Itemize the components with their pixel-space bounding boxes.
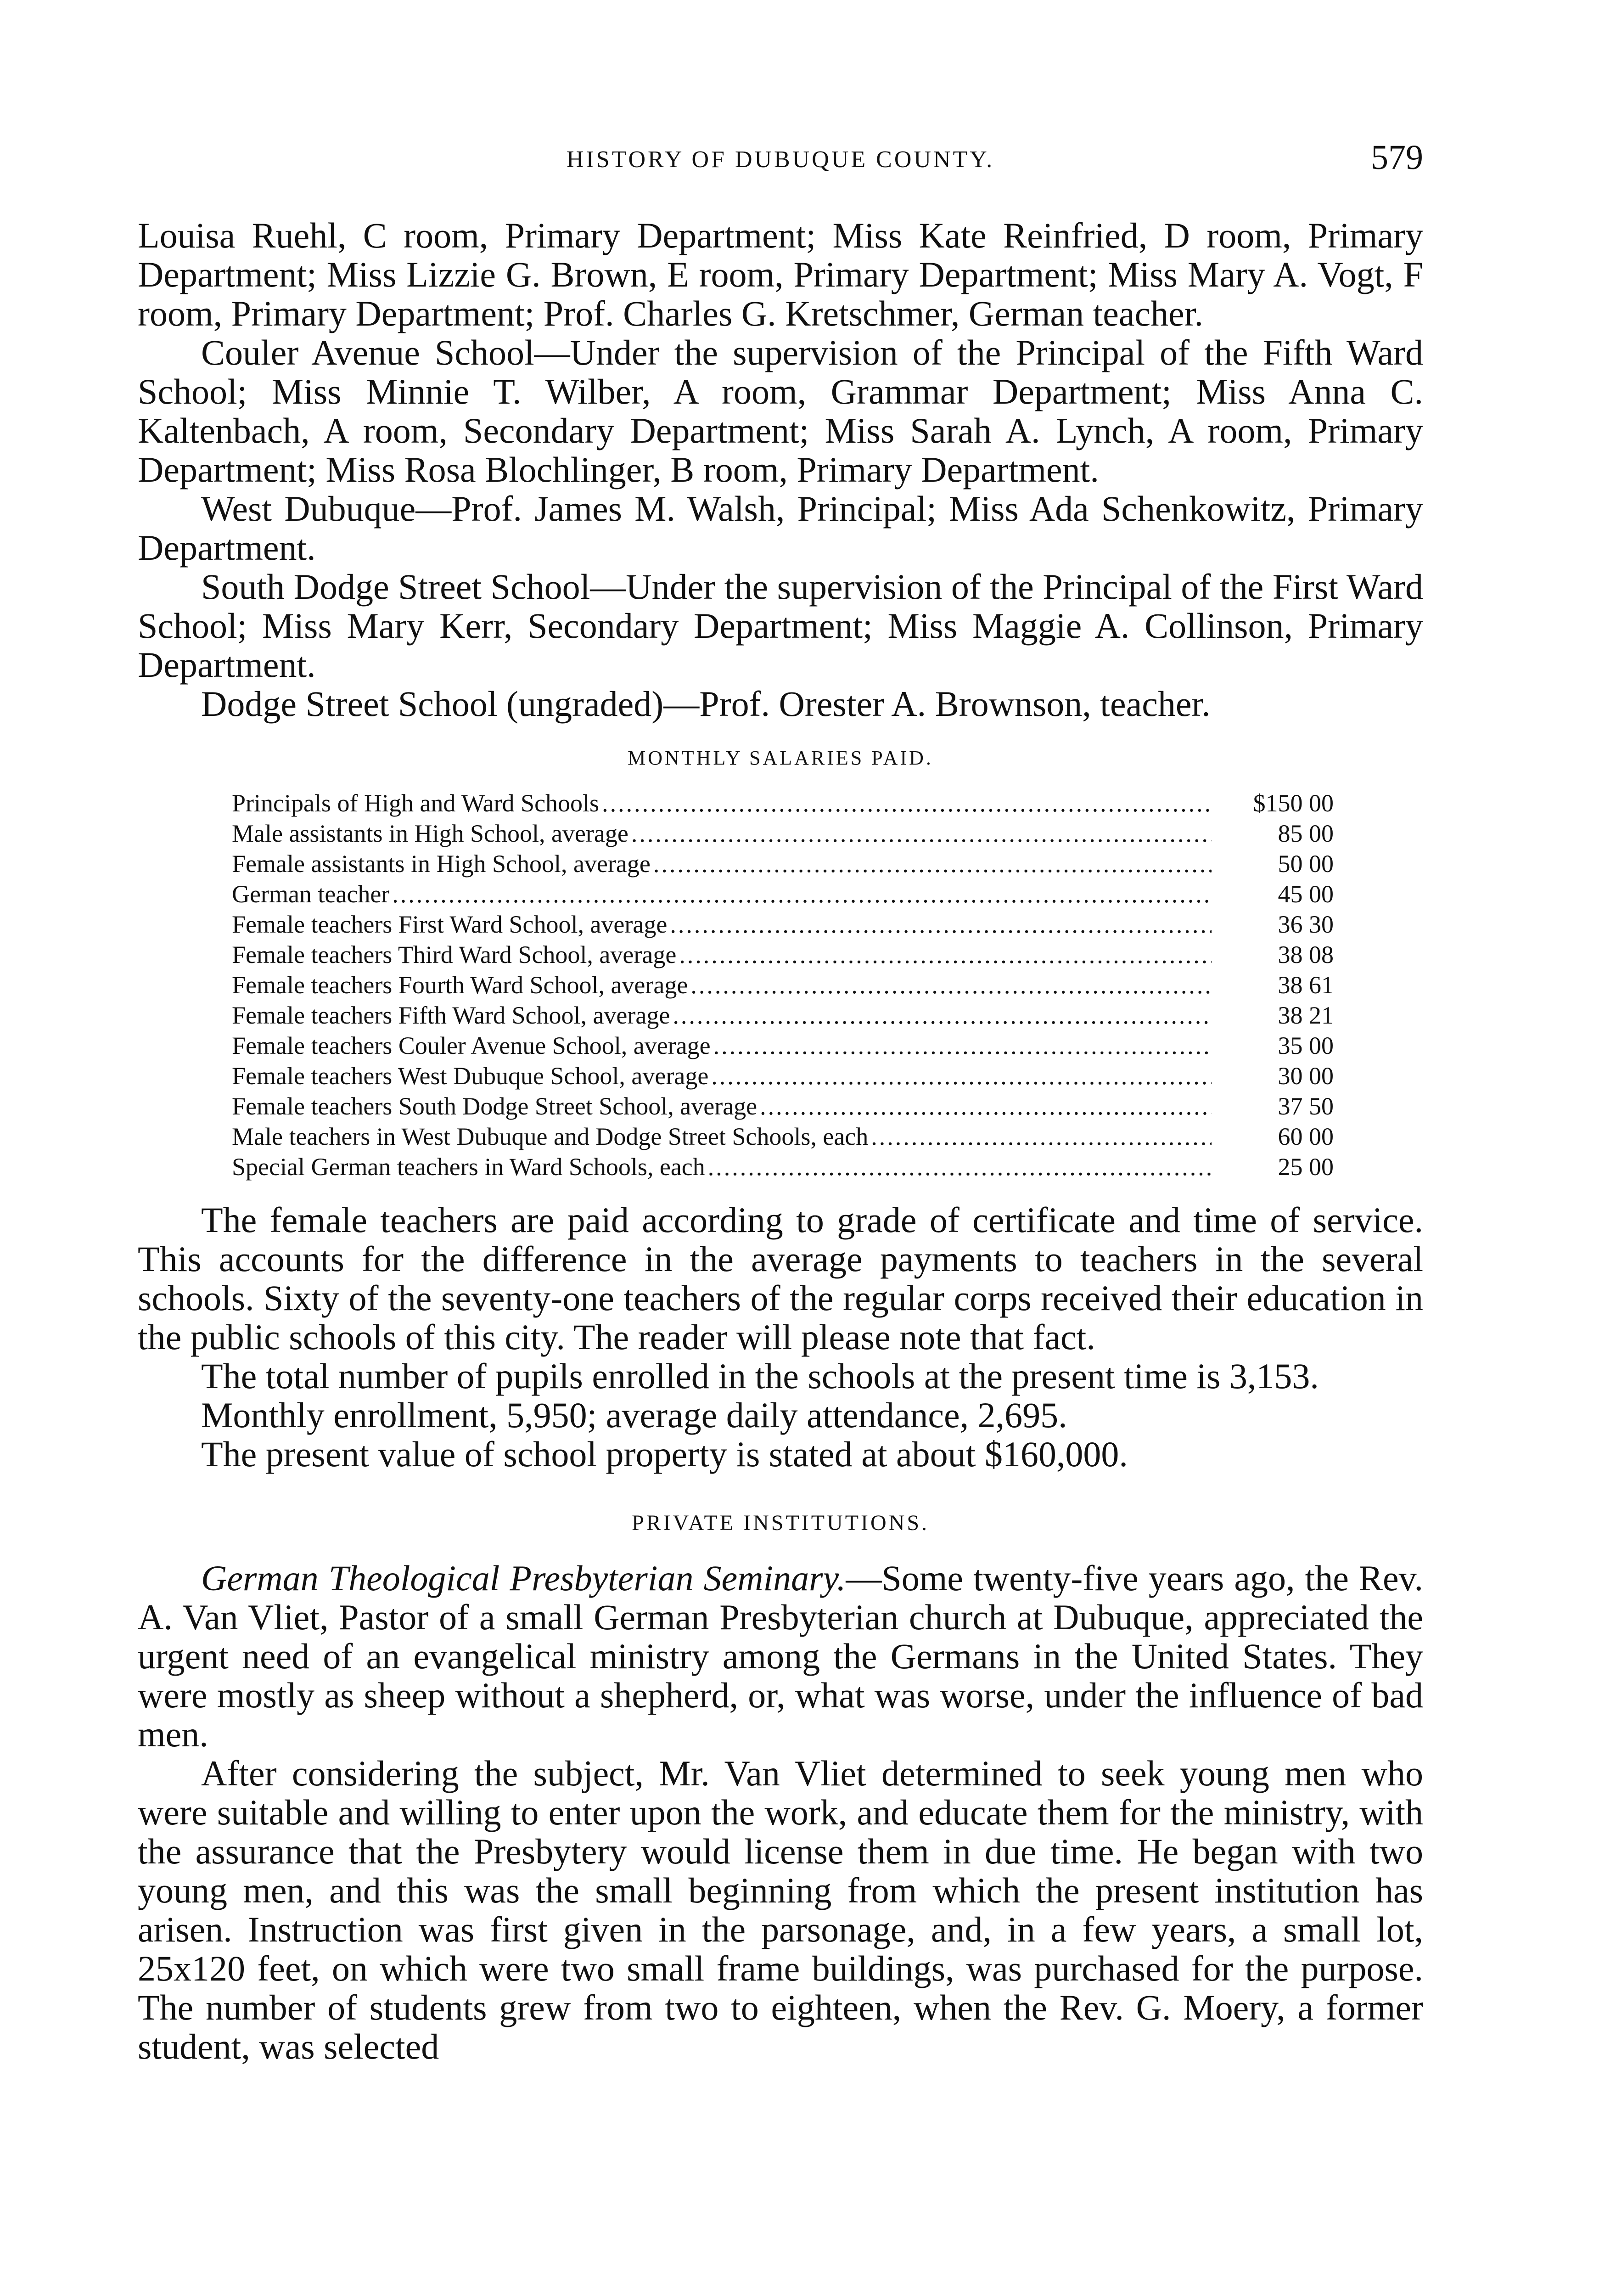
salary-row <box>232 818 1334 849</box>
salary-label: Female teachers South Dodge Street School, average <box>232 1092 758 1120</box>
salary-label: Female teachers West Dubuque School, average <box>232 1062 709 1090</box>
salary-amount: 36 30 <box>1278 911 1334 938</box>
salary-label: Principals of High and Ward Schools <box>232 789 600 817</box>
salary-row <box>232 879 1334 909</box>
salary-row <box>232 1061 1334 1091</box>
leader-dots <box>871 1121 1212 1152</box>
paragraph: Louisa Ruehl, C room, Primary Department; Miss Kate Reinfried, D room, Primary Department; Miss Lizzie G. Brown, E room, Primary Department; Miss Mary A. Vogt, F room, Primary Department; Prof. Charles G. Kretschmer, German teacher. <box>138 215 1423 333</box>
leader-dots <box>690 970 1212 1000</box>
salary-label: Female teachers Fifth Ward School, average <box>232 1002 670 1029</box>
running-header <box>138 138 1423 184</box>
salary-amount: 25 00 <box>1278 1153 1334 1181</box>
running-title: HISTORY OF DUBUQUE COUNTY. <box>566 146 995 173</box>
seminary-name: German Theological Presbyterian Seminary. <box>201 1558 846 1598</box>
salary-label: Special German teachers in Ward Schools, each <box>232 1153 705 1181</box>
salary-row <box>232 1030 1334 1061</box>
salary-label: Female assistants in High School, average <box>232 850 651 878</box>
salary-row <box>232 1091 1334 1121</box>
salary-amount: $150 00 <box>1253 789 1334 817</box>
salary-amount: 35 00 <box>1278 1032 1334 1059</box>
salary-row <box>232 849 1334 879</box>
paragraph: Couler Avenue School—Under the supervision of the Principal of the Fifth Ward School; Miss Minnie T. Wilber, A room, Grammar Department; Miss Anna C. Kaltenbach, A room, Secondary Department; Miss Sarah A. Lynch, A room, Primary Department; Miss Rosa Blochlinger, B room, Primary Department. <box>138 332 1423 490</box>
leader-dots <box>673 1000 1212 1030</box>
paragraph: West Dubuque—Prof. James M. Walsh, Principal; Miss Ada Schenkowitz, Primary Department. <box>138 489 1423 568</box>
leader-dots <box>653 849 1212 879</box>
leader-dots <box>713 1030 1212 1061</box>
salary-label: Female teachers Third Ward School, average <box>232 941 677 968</box>
salaries-caption: MONTHLY SALARIES PAID. <box>628 747 933 769</box>
salary-row <box>232 909 1334 940</box>
top-text <box>138 216 1423 723</box>
leader-dots <box>602 788 1212 818</box>
salary-row <box>232 940 1334 970</box>
salary-label: Male assistants in High School, average <box>232 820 628 847</box>
leader-dots <box>679 940 1212 970</box>
salary-amount: 38 08 <box>1278 941 1334 968</box>
page-number: 579 <box>1371 138 1423 177</box>
salary-label: German teacher <box>232 880 390 908</box>
paragraph: The female teachers are paid according to grade of certificate and time of service. This accounts for the difference in the average payments to teachers in the several schools. Sixty of the seventy-one teachers of the regular corps received their education in the public schools of this city. The reader will please note that fact. <box>138 1200 1423 1357</box>
salary-amount: 50 00 <box>1278 850 1334 878</box>
salary-label: Male teachers in West Dubuque and Dodge Street Schools, each <box>232 1123 869 1150</box>
leader-dots <box>631 818 1212 849</box>
salary-amount: 30 00 <box>1278 1062 1334 1090</box>
paragraph: Dodge Street School (ungraded)—Prof. Orester A. Brownson, teacher. <box>201 684 1211 724</box>
salary-amount: 60 00 <box>1278 1123 1334 1150</box>
leader-dots <box>670 909 1212 940</box>
salary-amount: 38 21 <box>1278 1002 1334 1029</box>
salary-label: Female teachers Fourth Ward School, average <box>232 971 688 999</box>
salary-label: Female teachers Couler Avenue School, average <box>232 1032 711 1059</box>
paragraph: The total number of pupils enrolled in the schools at the present time is 3,153. <box>201 1356 1319 1396</box>
paragraph: The present value of school property is stated at about $160,000. <box>201 1434 1128 1474</box>
salary-row <box>232 970 1334 1000</box>
private-institutions-heading: PRIVATE INSTITUTIONS. <box>631 1511 930 1535</box>
salary-row <box>232 788 1334 818</box>
paragraph: South Dodge Street School—Under the supervision of the Principal of the First Ward School; Miss Mary Kerr, Secondary Department; Miss Maggie A. Collinson, Primary Department. <box>138 567 1423 685</box>
salary-amount: 85 00 <box>1278 820 1334 847</box>
leader-dots <box>760 1091 1212 1121</box>
paragraph <box>138 1559 1423 1754</box>
salary-row <box>232 1000 1334 1030</box>
leader-dots <box>708 1152 1212 1182</box>
salary-label: Female teachers First Ward School, average <box>232 911 668 938</box>
paragraph: Monthly enrollment, 5,950; average daily attendance, 2,695. <box>201 1395 1067 1435</box>
paragraph: After considering the subject, Mr. Van Vliet determined to seek young men who were suitable and willing to enter upon the work, and educate them for the ministry, with the assurance that the Presbytery would license them in due time. He began with two young men, and this was the small beginning from which the present institution has arisen. Instruction was first given in the parsonage, and, in a few years, a small lot, 25x120 feet, on which were two small frame buildings, was purchased for the purpose. The number of students grew from two to eighteen, when the Rev. G. Moery, a former student, was selected <box>138 1753 1423 2066</box>
salary-row <box>232 1121 1334 1152</box>
leader-dots <box>711 1061 1212 1091</box>
salaries-table <box>232 788 1334 1182</box>
salary-amount: 45 00 <box>1278 880 1334 908</box>
private-text <box>138 1559 1423 2066</box>
salary-amount: 37 50 <box>1278 1092 1334 1120</box>
salary-row <box>232 1152 1334 1182</box>
middle-text <box>138 1200 1423 1474</box>
paragraph-text: —Some twenty-five years ago, the Rev. A. Van Vliet, Pastor of a small German Presbyterian church at Dubuque, appreciated the urgent need of an evangelical ministry among the Germans in the United States. They were mostly as sheep without a shepherd, or, what was worse, under the influence of bad men. <box>138 1558 1424 1754</box>
salary-amount: 38 61 <box>1278 971 1334 999</box>
leader-dots <box>392 879 1212 909</box>
